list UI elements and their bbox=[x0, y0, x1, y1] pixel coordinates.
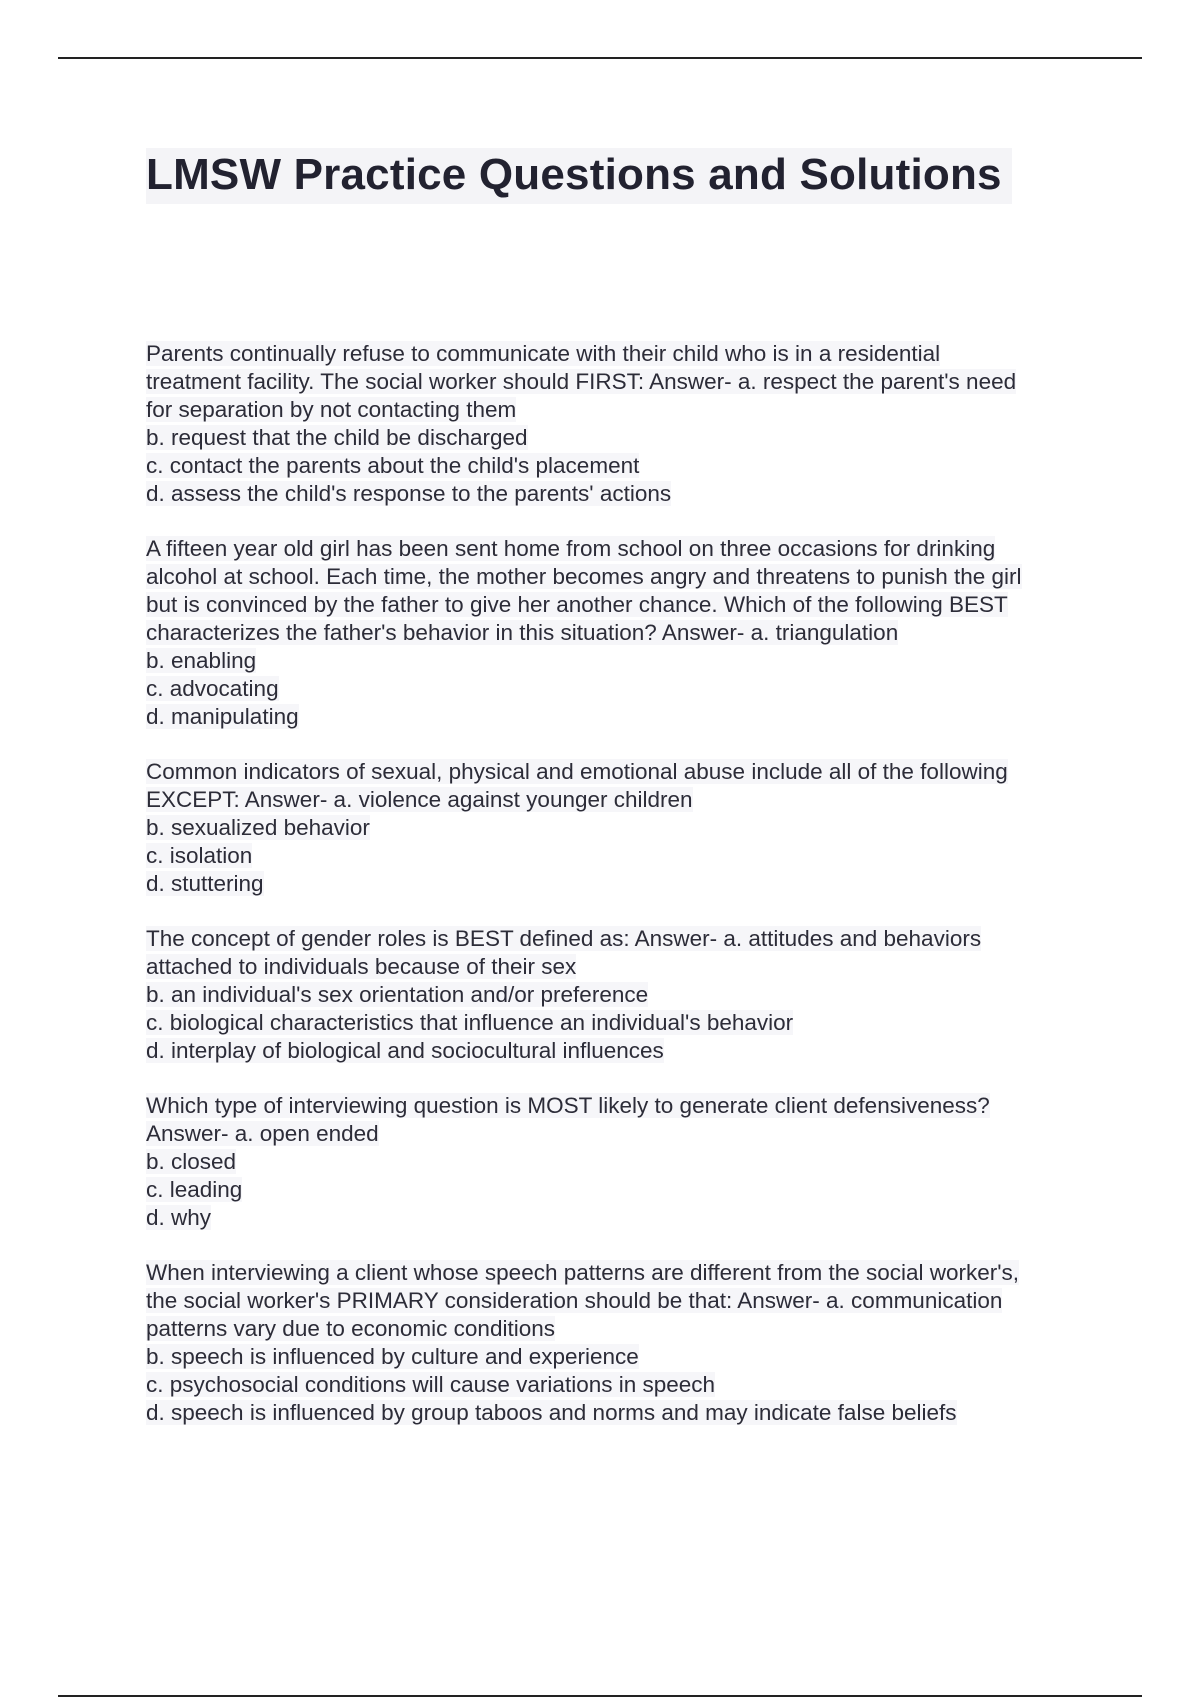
answer-option: d. speech is influenced by group taboos and norms and may indicate false beliefs bbox=[146, 1400, 957, 1425]
question-line: alcohol at school. Each time, the mother becomes angry and threatens to punish the girl bbox=[146, 564, 1022, 589]
question-line: The concept of gender roles is BEST defined as: Answer- a. attitudes and behaviors bbox=[146, 926, 982, 951]
question-block bbox=[146, 758, 1106, 898]
question-block bbox=[146, 535, 1106, 731]
answer-option: b. enabling bbox=[146, 648, 257, 673]
question-line: Which type of interviewing question is MOST likely to generate client defensiveness? bbox=[146, 1093, 990, 1118]
question-line: Common indicators of sexual, physical and emotional abuse include all of the following bbox=[146, 759, 1008, 784]
question-block bbox=[146, 1259, 1106, 1427]
answer-option: d. why bbox=[146, 1205, 212, 1230]
answer-option: b. speech is influenced by culture and experience bbox=[146, 1344, 639, 1369]
answer-option: c. contact the parents about the child's placement bbox=[146, 453, 640, 478]
question-block bbox=[146, 340, 1106, 508]
answer-option: c. biological characteristics that influence an individual's behavior bbox=[146, 1010, 794, 1035]
question-line: Answer- a. open ended bbox=[146, 1121, 379, 1146]
question-line: Parents continually refuse to communicate with their child who is in a residential bbox=[146, 341, 941, 366]
answer-option: d. stuttering bbox=[146, 871, 264, 896]
question-line: characterizes the father's behavior in this situation? Answer- a. triangulation bbox=[146, 620, 899, 645]
answer-option: d. manipulating bbox=[146, 704, 299, 729]
answer-option: b. closed bbox=[146, 1149, 237, 1174]
page-title: LMSW Practice Questions and Solutions bbox=[146, 148, 1012, 204]
answer-option: b. an individual's sex orientation and/or preference bbox=[146, 982, 649, 1007]
question-line: but is convinced by the father to give her another chance. Which of the following BEST bbox=[146, 592, 1008, 617]
answer-option: c. advocating bbox=[146, 676, 279, 701]
question-line: patterns vary due to economic conditions bbox=[146, 1316, 555, 1341]
top-divider bbox=[58, 57, 1142, 59]
answer-option: d. assess the child's response to the parents' actions bbox=[146, 481, 672, 506]
question-block bbox=[146, 925, 1106, 1065]
question-line: When interviewing a client whose speech patterns are different from the social worker's, bbox=[146, 1260, 1020, 1285]
question-line: for separation by not contacting them bbox=[146, 397, 517, 422]
answer-option: b. sexualized behavior bbox=[146, 815, 370, 840]
question-line: attached to individuals because of their sex bbox=[146, 954, 577, 979]
answer-option: c. psychosocial conditions will cause variations in speech bbox=[146, 1372, 716, 1397]
question-block bbox=[146, 1092, 1106, 1232]
question-line: the social worker's PRIMARY consideration should be that: Answer- a. communication bbox=[146, 1288, 1003, 1313]
answer-option: d. interplay of biological and sociocultural influences bbox=[146, 1038, 664, 1063]
question-line: EXCEPT: Answer- a. violence against younger children bbox=[146, 787, 693, 812]
bottom-divider bbox=[58, 1695, 1142, 1697]
answer-option: c. leading bbox=[146, 1177, 243, 1202]
answer-option: b. request that the child be discharged bbox=[146, 425, 528, 450]
question-line: treatment facility. The social worker should FIRST: Answer- a. respect the parent's need bbox=[146, 369, 1017, 394]
answer-option: c. isolation bbox=[146, 843, 253, 868]
question-line: A fifteen year old girl has been sent home from school on three occasions for drinking bbox=[146, 536, 996, 561]
questions-list bbox=[146, 340, 1106, 1454]
